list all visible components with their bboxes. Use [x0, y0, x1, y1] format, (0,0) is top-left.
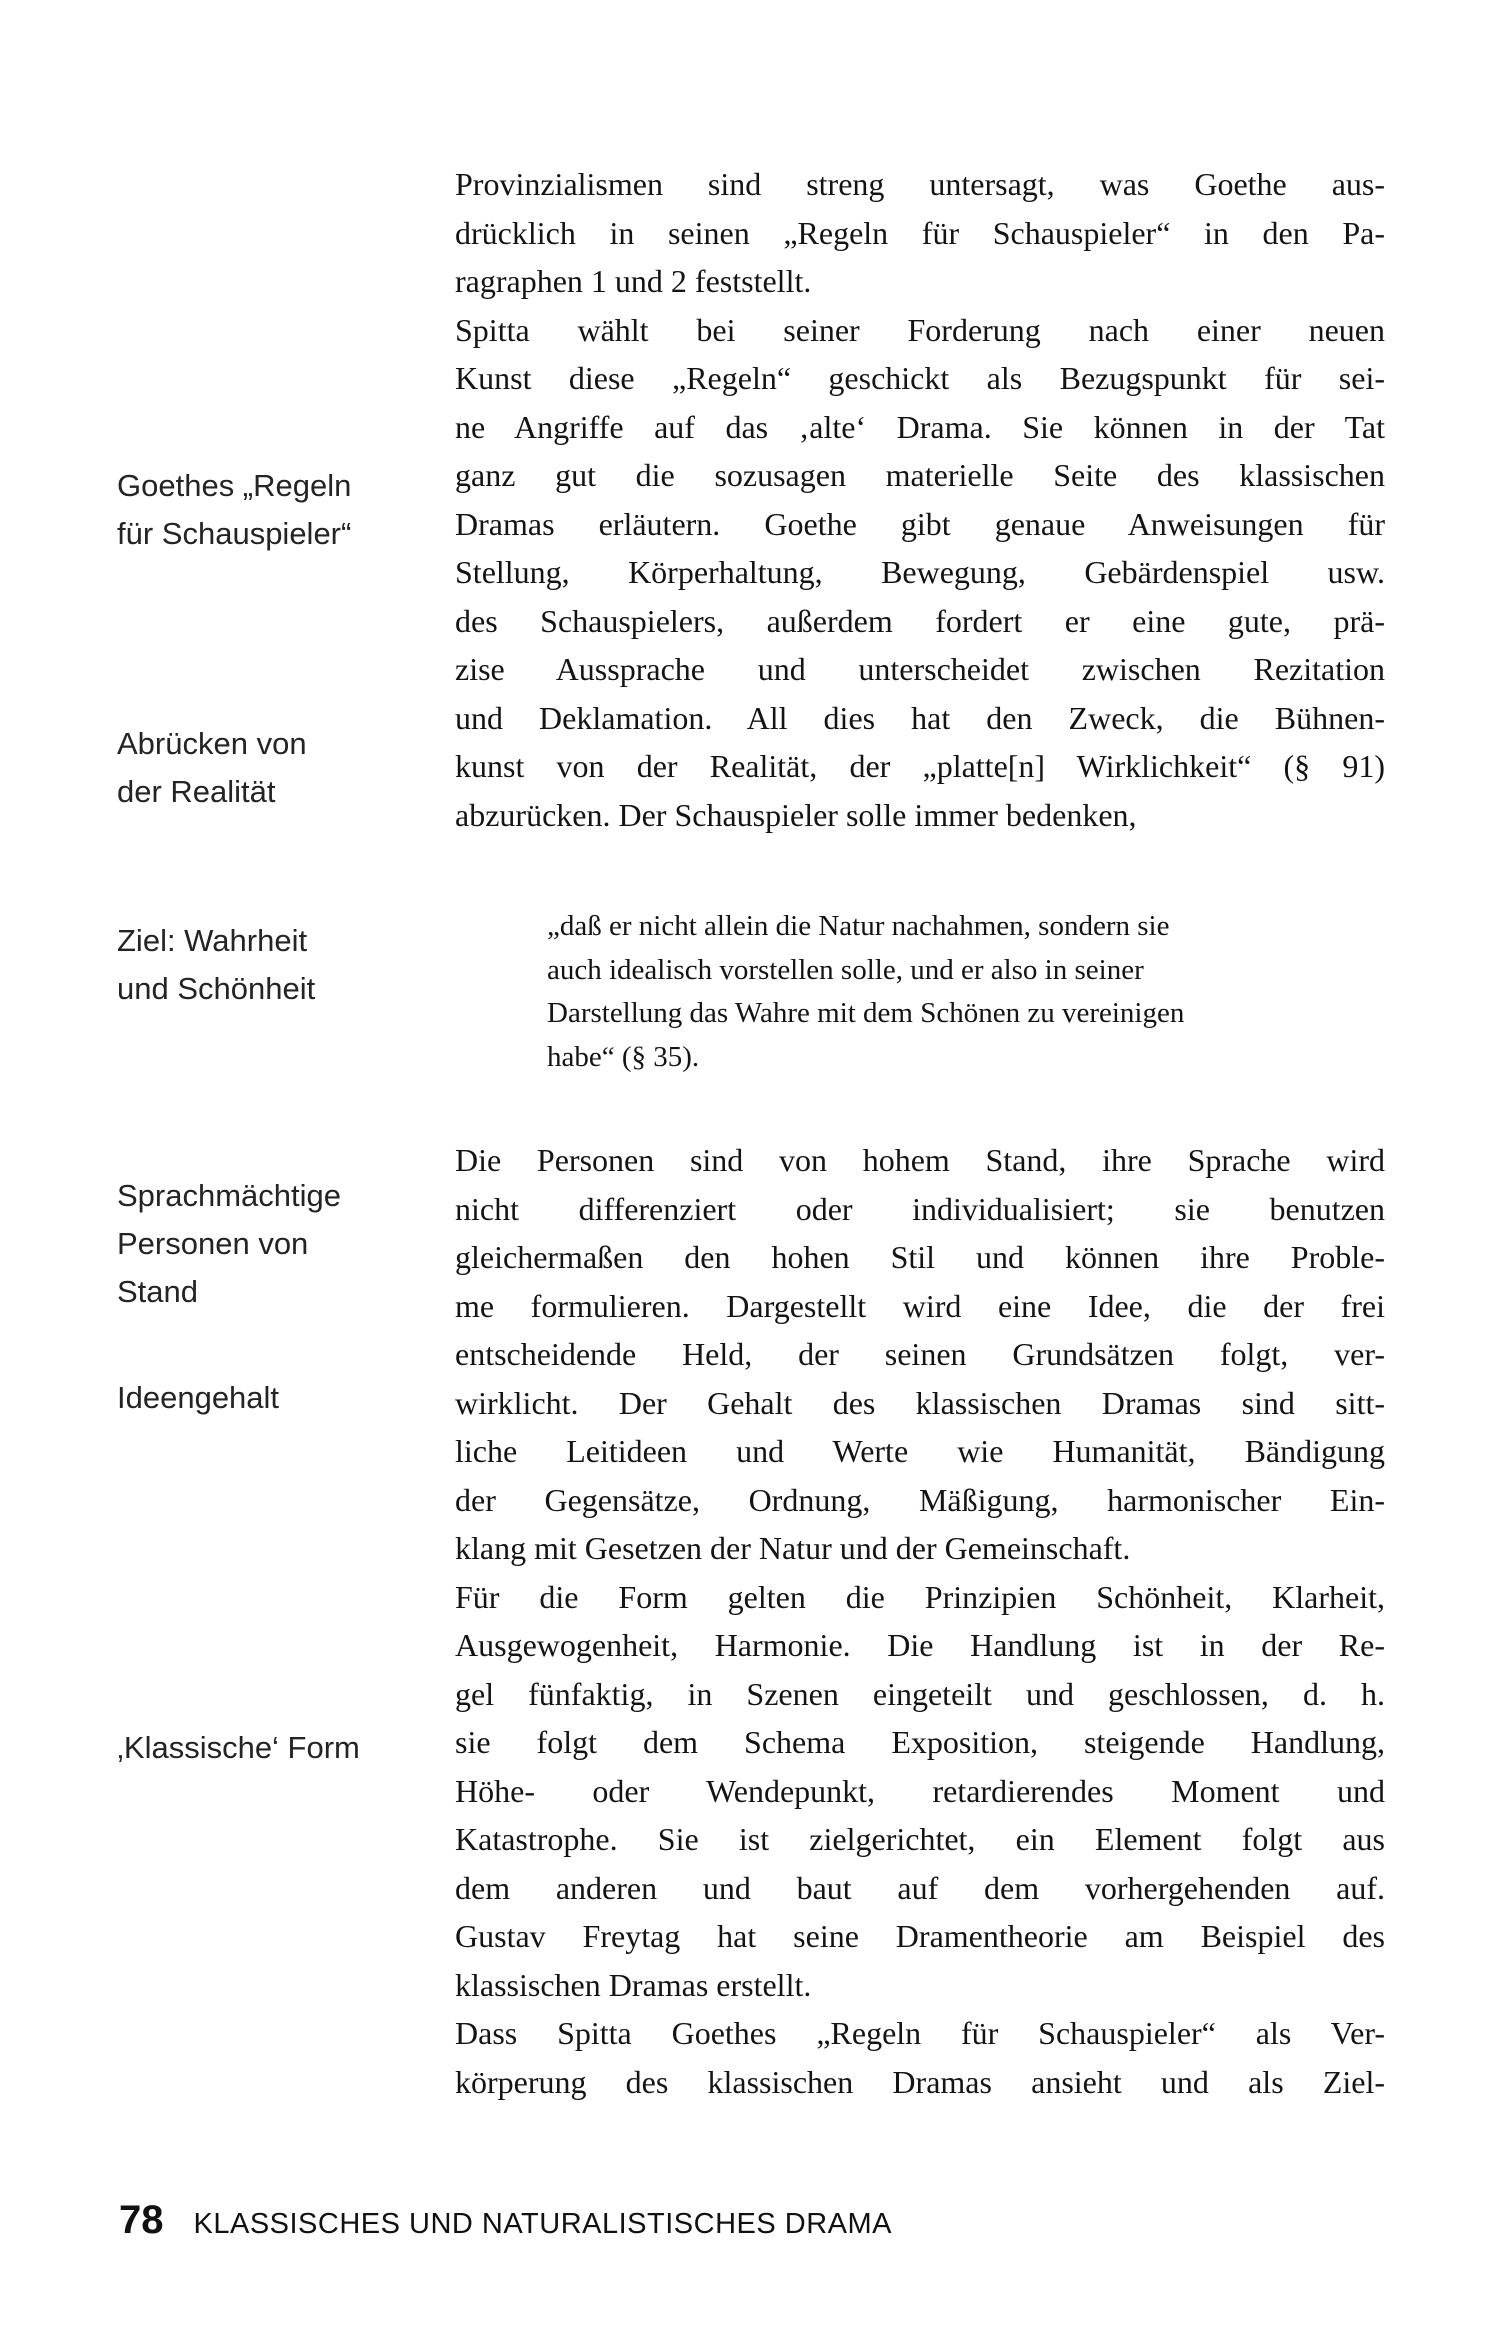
- body-text-line: Für die Form gelten die Prinzipien Schönheit, Klarheit,: [455, 1578, 1385, 1615]
- body-text-line: dem anderen und baut auf dem vorhergehenden auf.: [455, 1869, 1385, 1906]
- body-text-line: Dramas erläutern. Goethe gibt genaue Anweisungen für: [455, 505, 1385, 542]
- body-text-line: Provinzialismen sind streng untersagt, was Goethe aus-: [455, 166, 1385, 202]
- body-text-line: sie folgt dem Schema Exposition, steigende Handlung,: [455, 1724, 1385, 1760]
- body-text-line: wirklicht. Der Gehalt des klassischen Dramas sind sitt-: [455, 1384, 1385, 1421]
- margin-note-line: Sprachmächtige: [117, 1178, 342, 1213]
- body-text-line: klang mit Gesetzen der Natur und der Gemeinschaft.: [455, 1530, 1131, 1566]
- margin-note-line: Ideengehalt: [117, 1380, 280, 1415]
- margin-note-line: für Schauspieler“: [117, 516, 352, 551]
- body-text-line: ganz gut die sozusagen materielle Seite des klassischen: [455, 457, 1385, 493]
- margin-note-line: und Schönheit: [117, 971, 316, 1006]
- margin-note-sprachmaechtige-personen: [117, 1172, 427, 1316]
- body-text-line: klassischen Dramas erstellt.: [455, 1966, 812, 2003]
- body-text-line: zise Aussprache und unterscheidet zwischen Rezitation: [455, 651, 1385, 687]
- body-text-line: ne Angriffe auf das ‚alte‘ Drama. Sie können in der Tat: [455, 408, 1385, 445]
- margin-note-line: Ziel: Wahrheit: [117, 923, 308, 958]
- quote-line: auch idealisch vorstellen solle, und er also in seiner: [547, 953, 1144, 986]
- quote-line: habe“ (§ 35).: [547, 1040, 700, 1073]
- margin-note-line: Stand: [117, 1274, 199, 1309]
- body-text: [455, 160, 1385, 839]
- body-text-line: gleichermaßen den hohen Stil und können ihre Proble-: [455, 1239, 1385, 1275]
- body-text-line: Stellung, Körperhaltung, Bewegung, Gebärdenspiel usw.: [455, 554, 1385, 590]
- margin-note-ideengehalt: [117, 1374, 427, 1422]
- margin-note-line: Goethes „Regeln: [117, 468, 352, 503]
- body-text-line: Spitta wählt bei seiner Forderung nach einer neuen: [455, 311, 1385, 348]
- page-number: 78: [119, 2198, 164, 2242]
- paragraph-1: [455, 160, 1385, 306]
- body-text-line: abzurücken. Der Schauspieler solle immer bedenken,: [455, 796, 1137, 833]
- body-text-line: me formulieren. Dargestellt wird eine Idee, die der frei: [455, 1287, 1385, 1324]
- body-text-line: Gustav Freytag hat seine Dramentheorie am Beispiel des: [455, 1918, 1385, 1954]
- body-text-line: kunst von der Realität, der „platte[n] Wirklichkeit“ (§ 91): [455, 748, 1385, 784]
- body-text-line: gel fünfaktig, in Szenen eingeteilt und geschlossen, d. h.: [455, 1675, 1385, 1712]
- body-text-line: des Schauspielers, außerdem fordert er eine gute, prä-: [455, 602, 1385, 639]
- margin-note-line: Abrücken von: [117, 726, 307, 761]
- page-footer: [119, 2198, 892, 2243]
- body-text-line: entscheidende Held, der seinen Grundsätzen folgt, ver-: [455, 1336, 1385, 1372]
- quote-line: Darstellung das Wahre mit dem Schönen zu vereinigen: [547, 997, 1185, 1029]
- body-text-line: und Deklamation. All dies hat den Zweck, die Bühnen-: [455, 699, 1385, 736]
- body-text-line: drücklich in seinen „Regeln für Schauspieler“ in den Pa-: [455, 214, 1385, 251]
- quote-line: „daß er nicht allein die Natur nachahmen, sondern sie: [547, 910, 1170, 942]
- margin-note-goethes-regeln: [117, 462, 427, 558]
- body-text-line: Ausgewogenheit, Harmonie. Die Handlung ist in der Re-: [455, 1627, 1385, 1663]
- body-text-line: nicht differenziert oder individualisiert; sie benutzen: [455, 1190, 1385, 1227]
- margin-note-line: der Realität: [117, 774, 276, 809]
- block-quote: [547, 905, 1347, 1079]
- body-text-line: der Gegensätze, Ordnung, Mäßigung, harmonischer Ein-: [455, 1481, 1385, 1518]
- body-text-line: Höhe- oder Wendepunkt, retardierendes Moment und: [455, 1772, 1385, 1809]
- margin-note-line: Personen von: [117, 1226, 309, 1261]
- body-text-line: körperung des klassischen Dramas ansieht und als Ziel-: [455, 2063, 1385, 2100]
- body-text-line: Kunst diese „Regeln“ geschickt als Bezugspunkt für sei-: [455, 360, 1385, 396]
- body-text-line: Dass Spitta Goethes „Regeln für Schauspieler“ als Ver-: [455, 2015, 1385, 2051]
- body-text-line: Die Personen sind von hohem Stand, ihre Sprache wird: [455, 1142, 1385, 1178]
- body-text-line: liche Leitideen und Werte wie Humanität, Bändigung: [455, 1433, 1385, 1469]
- margin-note-abruecken-von-der-realitaet: [117, 720, 427, 816]
- paragraph-2: [455, 306, 1385, 840]
- body-text-line: ragraphen 1 und 2 feststellt.: [455, 263, 812, 299]
- body-text-line: Katastrophe. Sie ist zielgerichtet, ein Element folgt aus: [455, 1821, 1385, 1857]
- running-title: KLASSISCHES UND NATURALISTISCHES DRAMA: [193, 2208, 892, 2240]
- margin-note-ziel-wahrheit-und-schoenheit: [117, 917, 427, 1013]
- margin-note-line: ‚Klassische‘ Form: [117, 1730, 360, 1765]
- paragraph-3: [455, 1136, 1385, 2106]
- margin-note-klassische-form: [117, 1724, 427, 1772]
